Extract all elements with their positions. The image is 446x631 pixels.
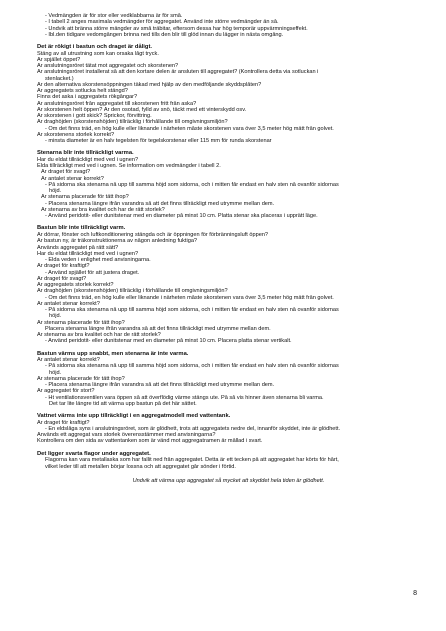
section-line: Är aggregatets storlek korrekt? [37, 282, 114, 289]
section-line: Är spjället öppet? [37, 56, 81, 63]
section-line: Är anslutningsröret tätat mot aggregatet och skorstenen? [37, 63, 179, 70]
section-line: Har du eldat tillräckligt med ved i ugnen? [37, 250, 139, 257]
section-line: Är stenarna av bra kvalitet och har de rätt storlek? [41, 206, 165, 213]
section-line: Är anslutningsröret från aggregatet till skorstenen fritt från aska? [37, 100, 197, 107]
section-heading: Vattnet värms inte upp tillräckligt i en aggregatmodell med vattentank. [37, 413, 231, 420]
section-line: höjd. [49, 369, 62, 376]
section-line: Är skorstenen helt öppen? Är den osotad, fylld av snö, täckt med ett vinterskydd osv. [37, 106, 247, 113]
section-line: vilket leder till att metallen börjar lossna och att aggregatet går sönder i förtid. [45, 463, 236, 470]
section-line: Är stenarna placerade för tätt ihop? [37, 375, 125, 382]
intro-line: - I tabell 2 anges maximala vedmängder för aggregatet. Använd inte större vedmängder än så. [45, 19, 279, 26]
section-line: höjd. [49, 313, 62, 320]
troubleshooting-section [37, 225, 420, 344]
section-line: Är antalet stenar korrekt? [37, 357, 100, 364]
intro-line: - Undvik att bränna större mängder av små träbitar, eftersom dessa har hög temporär uppvärmningseffekt. [45, 25, 308, 32]
section-line: - På sidorna ska stenarna nå upp till samma höjd som sidorna, och i mitten får endast en halv sten nå ovanför sidornas [45, 181, 339, 188]
intro-line: - Ibl.den tidigare vedomgången brinna ned tills den blir till glöd innan du lägger in nästa omgång. [45, 31, 284, 38]
section-line: - Om det finns träd, en hög kulle eller liknande i närheten måste skorstenen vara över 3,5 meter hög mätt från golvet. [45, 125, 334, 132]
troubleshooting-section [37, 413, 420, 445]
section-line: Är aggregatets sotlucka helt stängd? [37, 88, 128, 95]
section-line: Är stenarna placerade för tätt ihop? [37, 319, 125, 326]
intro-list [37, 13, 420, 38]
section-line: - Elda veden i enlighet med anvisningarna. [45, 257, 151, 264]
section-line: höjd. [49, 188, 62, 195]
troubleshooting-section [37, 351, 420, 408]
closing-note: Undvik att värma upp aggregatet så mycket att skyddet hela tiden är glödhett. [132, 477, 325, 484]
section-line: Är skorstenens storlek korrekt? [37, 131, 115, 138]
section-line: Elda tillräckligt med ved i ugnen. Se information om vedmängder i tabell 2. [37, 163, 221, 170]
section-line: stenlacket.) [45, 75, 74, 82]
section-line: Kontrollera om den sida av vattentanken som är vänd mot aggregatramen är mållad i svart. [37, 438, 263, 445]
section-heading: Det är rökigt i bastun och draget är dåligt. [37, 44, 152, 50]
section-line: Är draget för svagt? [41, 169, 91, 176]
page-number: 8 [413, 590, 417, 597]
section-line: Används aggregatet på rätt sätt? [37, 244, 119, 251]
section-line: Har du eldat tillräckligt med ved i ugnen? [37, 156, 139, 163]
section-line: Är bastun ny, är träkonstruktionerna av någon anledning fuktiga? [37, 238, 198, 245]
section-line: - Ht ventilationsventilen vara öppen så att överflödig värme stängs ute. På så vis hinner även stenarna bli varma. [45, 394, 324, 401]
section-line: - På sidorna ska stenarna nå upp till samma höjd som sidorna, och i mitten får endast en halv sten nå ovanför sidornas [45, 363, 339, 370]
troubleshooting-section [37, 44, 420, 144]
section-line: Är aggregatet för stort? [37, 388, 95, 395]
section-line: Är dörrar, fönster och luftkonditionering stängda och är öppningen för förbränningsluft öppen? [37, 232, 269, 239]
section-line: Är skorstenen i gott skick? Sprickor, förvittring. [37, 113, 152, 120]
section-heading: Bastun värms upp snabbt, men stenarna är inte varma. [37, 350, 189, 357]
intro-line: - Vedmängden är för stor eller vedklabbarna är för små. [45, 13, 183, 19]
section-line: - Använd peridotit- eller dunitstenar med en diameter på minst 10 cm. Placera platta stenar vertikalt. [45, 338, 292, 345]
section-line: Är draget för svagt? [37, 275, 87, 282]
section-line: Är anslutningsröret installerat så att den kortare delen är ansluten till aggregatet? (Kontrollera detta via sotluckan i [37, 69, 319, 76]
section-line: Är antalet stenar korrekt? [41, 175, 104, 182]
section-line: - Använd spjället för att justera draget. [45, 269, 140, 276]
section-line: Finns det aska i aggregatets rökgångar? [37, 94, 138, 101]
section-line: Är draget för kraftigt? [37, 263, 90, 270]
troubleshooting-section [37, 451, 420, 470]
section-line: - minsta diameter är en halv tegelsten för tegelskorstenar eller 115 mm för runda skorstenar [45, 138, 272, 145]
section-line: - Placera stenarna längre ifrån varandra så att det finns tillräckligt med utrymme mellan dem. [45, 382, 275, 389]
troubleshooting-section [37, 150, 420, 219]
section-line: Är draghöjden (skorstenshöjden) tillräcklig i förhållande till omgivningsmiljön? [37, 119, 228, 126]
section-line: Är antalet stenar korrekt? [37, 300, 100, 307]
section-line: Det tar lite längre tid att värma upp bastun på det här sättet. [49, 400, 197, 407]
section-line: - Placera stenarna längre ifrån varandra så att det finns tillräckligt med utrymme mellan dem. [45, 200, 275, 207]
section-line: Är draghöjden (skorstenshöjden) tillräcklig i förhållande till omgivningsmiljön? [37, 288, 228, 295]
section-line: Placera stenarna längre ifrån varandra så att det finns tillräckligt med utrymme mellan dem. [45, 325, 271, 332]
section-line: - Använd peridotit- eller dunitstenar med en diameter på minst 10 cm. Platta stenar ska placeras i upprätt läge. [45, 213, 318, 220]
section-line: Används ett aggregat vars storlek överensstämmer med anvisningarna? [37, 432, 216, 439]
section-line: Är den alternativa skorstensöppningen täkad med hjälp av den medföljande skyddsplåten? [37, 81, 262, 88]
section-line: Är draget för kraftigt? [37, 419, 90, 426]
section-line: Är stenarna av bra kvalitet och har de rätt storlek? [37, 332, 161, 339]
section-line: - På sidorna ska stenarna nå upp till samma höjd som sidorna, och i mitten får endast en halv sten nå ovanför sidornas [45, 307, 339, 314]
section-line: Flagorna kan vara metallaska som har fallit ned från aggregatet. Detta är ett tecken på att aggregatet har körts för hårt, [45, 457, 339, 464]
section-line: - Om det finns träd, en hög kulle eller liknande i närheten måste skorstenen vara över 3,5 meter hög mätt från golvet. [45, 294, 334, 301]
section-heading: Det ligger svarta flagor under aggregatet. [37, 450, 151, 457]
section-heading: Bastun blir inte tillräckligt varm. [37, 225, 126, 232]
section-line: Stäng av all utrustning som kan orsaka lågt tryck. [37, 50, 159, 57]
section-heading: Stenarna blir inte tillräckligt varma. [37, 150, 134, 157]
troubleshooting-sections [37, 38, 420, 470]
section-line: - En eldslåga syns i anslutningsröret, som är glödhett, trots att aggregatets nedre del, innanför skyddet, inte är glödhett. [45, 425, 341, 432]
section-line: Är stenarna placerade för tätt ihop? [41, 194, 129, 201]
